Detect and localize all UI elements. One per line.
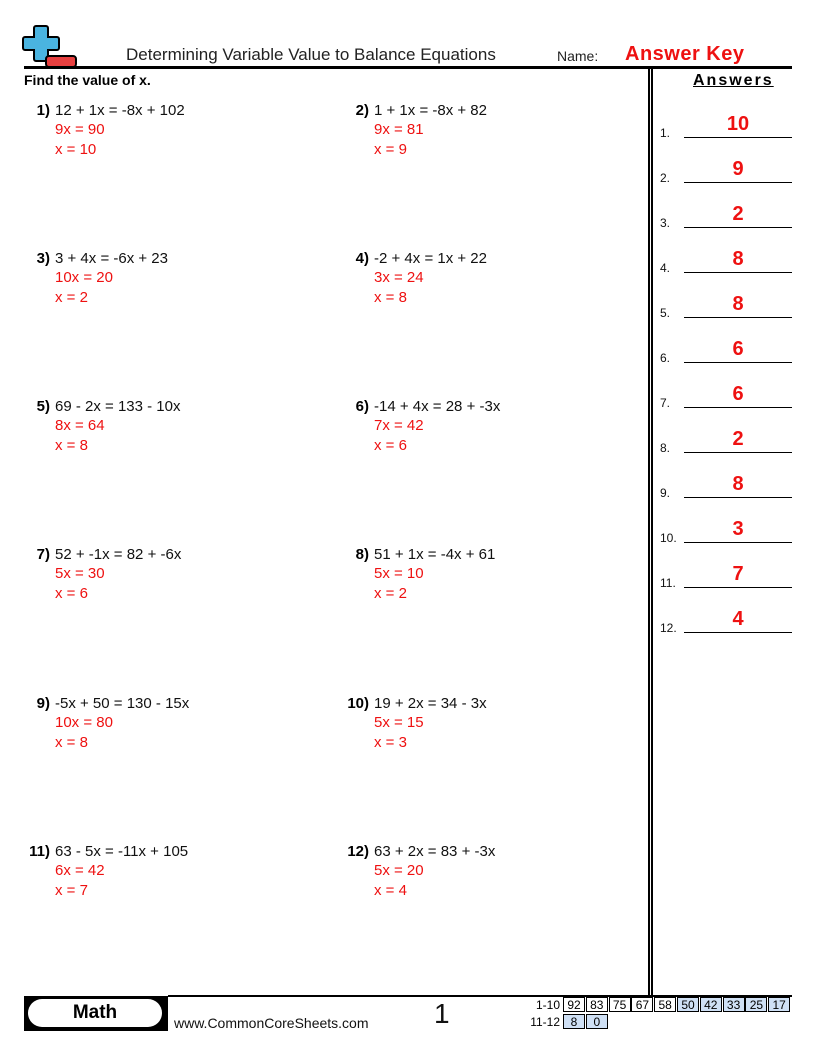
score-cell: 83	[586, 997, 608, 1012]
solution-step: 6x = 42	[55, 862, 105, 879]
answer-value: 10	[726, 113, 750, 135]
plus-minus-logo-icon	[22, 24, 78, 68]
problem-number: 3)	[36, 250, 50, 267]
solution-step: 9x = 90	[55, 121, 105, 138]
solution-answer: x = 9	[374, 141, 407, 158]
answer-number: 5.	[660, 306, 671, 320]
answer-number: 12.	[660, 621, 677, 635]
answer-number: 6.	[660, 351, 671, 365]
problem-equation: 52 + -1x = 82 + -6x	[55, 546, 182, 563]
score-row-label: 1-10	[535, 998, 560, 1012]
subject-label: Math	[28, 999, 162, 1027]
answer-number: 2.	[660, 171, 671, 185]
answer-row	[660, 110, 792, 140]
score-cell: 33	[723, 997, 745, 1012]
solution-answer: x = 8	[374, 289, 407, 306]
answer-row	[660, 560, 792, 590]
answer-value: 8	[732, 248, 744, 270]
solution-step: 8x = 64	[55, 417, 105, 434]
answer-line	[684, 227, 792, 228]
score-cell: 50	[677, 997, 699, 1012]
problem-equation: 19 + 2x = 34 - 3x	[374, 695, 487, 712]
problem-number: 9)	[36, 695, 50, 712]
problem-number: 1)	[36, 102, 50, 119]
name-value: Answer Key	[625, 43, 745, 65]
solution-answer: x = 8	[55, 734, 88, 751]
problem-equation: 3 + 4x = -6x + 23	[55, 250, 168, 267]
problem-equation: -2 + 4x = 1x + 22	[374, 250, 487, 267]
score-cell: 92	[563, 997, 585, 1012]
answer-line	[684, 317, 792, 318]
answer-number: 3.	[660, 216, 671, 230]
solution-answer: x = 7	[55, 882, 88, 899]
solution-answer: x = 2	[55, 289, 88, 306]
problem-number: 4)	[355, 250, 369, 267]
problem-equation: 69 - 2x = 133 - 10x	[55, 398, 181, 415]
score-cell: 42	[700, 997, 722, 1012]
header-divider	[24, 66, 792, 69]
solution-step: 3x = 24	[374, 269, 424, 286]
answer-line	[684, 407, 792, 408]
name-label: Name:	[557, 48, 599, 64]
solution-answer: x = 3	[374, 734, 407, 751]
answer-row	[660, 200, 792, 230]
answer-line	[684, 452, 792, 453]
score-cell: 17	[768, 997, 790, 1012]
site-url: www.CommonCoreSheets.com	[174, 1015, 369, 1031]
answer-line	[684, 137, 792, 138]
answer-line	[684, 182, 792, 183]
answer-number: 8.	[660, 441, 671, 455]
answer-value: 3	[732, 518, 744, 540]
answer-row	[660, 470, 792, 500]
solution-answer: x = 2	[374, 585, 407, 602]
score-cell: 58	[654, 997, 676, 1012]
score-cell: 75	[609, 997, 631, 1012]
answer-line	[684, 362, 792, 363]
problem-equation: 12 + 1x = -8x + 102	[55, 102, 185, 119]
answer-line	[684, 542, 792, 543]
answer-column-divider	[648, 66, 653, 996]
answer-row	[660, 335, 792, 365]
score-cell: 8	[563, 1014, 585, 1029]
answer-row	[660, 380, 792, 410]
instructions: Find the value of x.	[24, 72, 151, 88]
answer-line	[684, 497, 792, 498]
subject-badge	[24, 996, 168, 1031]
answer-row	[660, 425, 792, 455]
answer-number: 11.	[660, 576, 676, 590]
problem-number: 12)	[347, 843, 369, 860]
answer-value: 6	[732, 383, 744, 405]
problem-equation: 63 - 5x = -11x + 105	[55, 843, 189, 860]
answer-line	[684, 632, 792, 633]
problem-equation: -14 + 4x = 28 + -3x	[374, 398, 501, 415]
solution-step: 9x = 81	[374, 121, 424, 138]
solution-answer: x = 4	[374, 882, 407, 899]
problem-number: 11)	[29, 843, 50, 860]
solution-answer: x = 10	[55, 141, 97, 158]
answer-value: 7	[732, 563, 744, 585]
solution-step: 10x = 20	[55, 269, 113, 286]
answer-value: 9	[732, 158, 744, 180]
solution-answer: x = 6	[55, 585, 88, 602]
problem-number: 10)	[347, 695, 369, 712]
answer-value: 8	[732, 293, 744, 315]
page-number: 1	[434, 998, 450, 1029]
solution-step: 5x = 30	[55, 565, 105, 582]
answer-row	[660, 290, 792, 320]
problem-number: 6)	[355, 398, 369, 415]
answer-value: 2	[732, 203, 744, 225]
answers-heading: Answers	[693, 72, 774, 89]
solution-step: 5x = 10	[374, 565, 424, 582]
problem-equation: -5x + 50 = 130 - 15x	[55, 695, 190, 712]
answer-line	[684, 272, 792, 273]
answer-value: 2	[732, 428, 744, 450]
solution-step: 5x = 20	[374, 862, 424, 879]
score-cell: 67	[631, 997, 653, 1012]
solution-step: 10x = 80	[55, 714, 113, 731]
answer-value: 6	[732, 338, 744, 360]
answer-row	[660, 155, 792, 185]
answer-row	[660, 245, 792, 275]
answer-value: 8	[732, 473, 744, 495]
problem-number: 7)	[36, 546, 50, 563]
answer-row	[660, 605, 792, 635]
answer-row	[660, 515, 792, 545]
answer-number: 7.	[660, 396, 671, 410]
solution-step: 7x = 42	[374, 417, 424, 434]
answer-number: 1.	[660, 126, 671, 140]
problem-number: 8)	[355, 546, 369, 563]
problem-equation: 51 + 1x = -4x + 61	[374, 546, 496, 563]
answer-number: 9.	[660, 486, 671, 500]
score-cell: 25	[745, 997, 767, 1012]
answer-line	[684, 587, 792, 588]
score-row-label: 11-12	[530, 1015, 560, 1029]
solution-answer: x = 6	[374, 437, 407, 454]
problem-equation: 63 + 2x = 83 + -3x	[374, 843, 496, 860]
problem-number: 2)	[355, 102, 369, 119]
answer-value: 4	[732, 608, 744, 630]
worksheet-title: Determining Variable Value to Balance Equations	[126, 45, 496, 64]
problem-number: 5)	[36, 398, 50, 415]
answer-number: 4.	[660, 261, 671, 275]
problem-equation: 1 + 1x = -8x + 82	[374, 102, 487, 119]
answer-number: 10.	[660, 531, 677, 545]
score-cell: 0	[586, 1014, 608, 1029]
solution-step: 5x = 15	[374, 714, 424, 731]
solution-answer: x = 8	[55, 437, 88, 454]
